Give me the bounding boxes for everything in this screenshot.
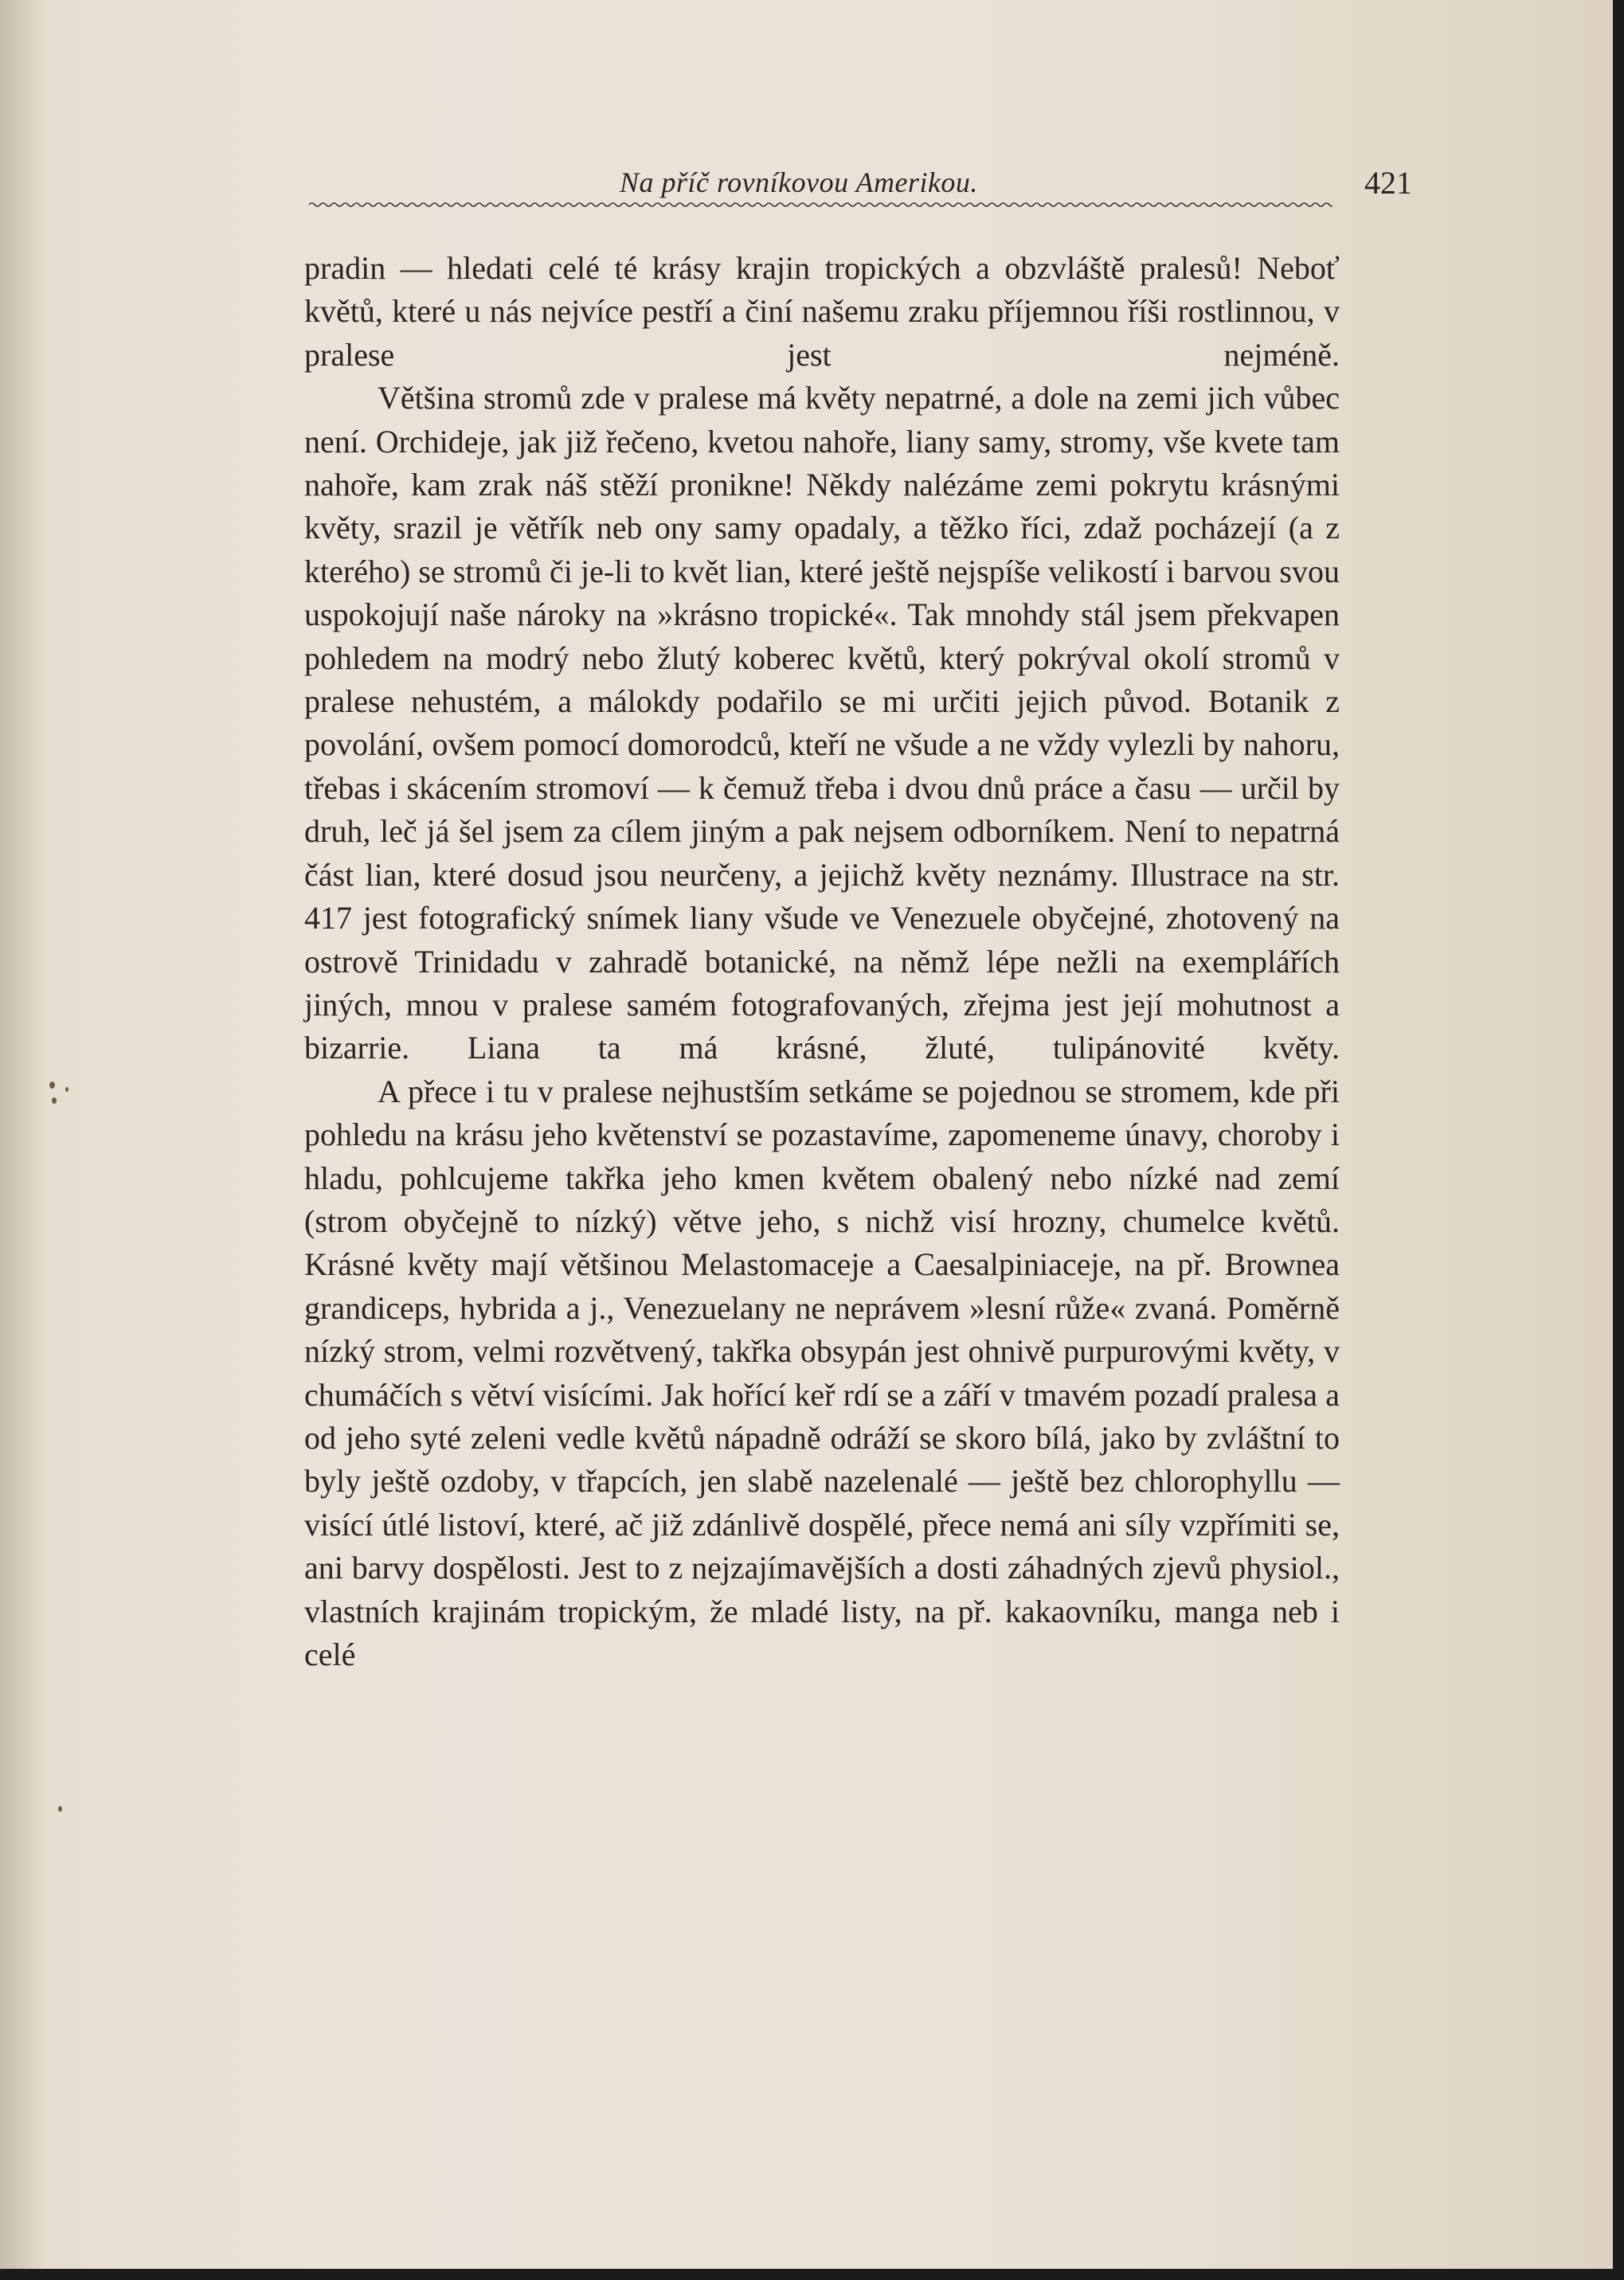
page-edge xyxy=(0,2269,1624,2280)
running-title: Na příč rovníkovou Amerikou. xyxy=(620,166,978,198)
paragraph-2: Většina stromů zde v pralese má květy nepatrné, a dole na zemi jich vůbec není. Orchideje, jak již řečeno, kvetou nahoře, liany samy, stromy, vše kvete tam nahoře, kam zrak náš stěží pronikne! Někdy nalézáme zemi pokrytu krásnými květy, srazil je větřík neb ony samy opadaly, a těžko říci, zdaž pocházejí (a z kterého) se stromů či je-li to květ lian, které ještě nejspíše velikostí i barvou svou uspokojují naše nároky na »krásno tropické«. Tak mnohdy stál jsem překvapen pohledem na modrý nebo žlutý koberec květů, který pokrýval okolí stromů v pralese nehustém, a málokdy podařilo se mi určiti jejich původ. Botanik z povolání, ovšem pomocí domorodců, kteří ne všude a ne vždy vylezli by nahoru, třebas i skácením stromoví — k čemuž třeba i dvou dnů práce a času — určil by druh, leč já šel jsem za cílem jiným a pak nejsem odborníkem. Není to nepatrná část lian, které dosud jsou neurčeny, a jejichž květy neznámy. Illustrace na str. 417 jest fotografický snímek liany všude ve Venezuele obyčejné, zhotovený na ostrově Trinidadu v zahradě botanické, na němž lépe nežli na exemplářích jiných, mnou v pralese samém fotografovaných, zřejma jest její mohutnost a bizarrie. Liana ta má krásné, žluté, tulipánovité květy. xyxy=(304,380,1340,1066)
gutter-shadow xyxy=(0,0,48,2280)
margin-speck xyxy=(65,1087,68,1092)
margin-speck xyxy=(49,1081,55,1089)
margin-speck xyxy=(52,1097,57,1104)
paragraph-1: pradin — hledati celé té krásy krajin tropických a obzvláště pralesů! Neboť květů, které u nás nejvíce pestří a činí našemu zraku příjemnou říši rostlinnou, v pralese jest nejméně. xyxy=(304,250,1340,373)
header-wavy-rule xyxy=(309,201,1332,209)
body-text xyxy=(304,247,1340,1676)
page-edge xyxy=(1613,0,1624,2280)
page-header xyxy=(309,159,1416,207)
paragraph-3: A přece i tu v pralese nejhustším setkáme se pojednou se stromem, kde při pohledu na krásu jeho květenství se pozastavíme, zapomeneme únavy, choroby i hladu, pohlcujeme takřka jeho kmen květem obalený nebo nízké nad zemí (strom obyčejně to nízký) větve jeho, s nichž visí hrozny, chumelce květů. Krásné květy mají většinou Melastomaceje a Caesalpiniaceje, na př. Brownea grandiceps, hybrida a j., Venezuelany ne neprávem »lesní růže« zvaná. Poměrně nízký strom, velmi rozvětvený, takřka obsypán jest ohnivě purpurovými květy, v chumáčích s větví visícími. Jak hořící keř rdí se a září v tmavém pozadí pralesa a od jeho syté zeleni vedle květů nápadně odráží se skoro bílá, jako by zvláštní to byly ještě ozdoby, v třapcích, jen slabě nazelenalé — ještě bez chlorophyllu — visící útlé listoví, které, ač již zdánlivě dospělé, přece nemá ani síly vzpřímiti se, ani barvy dospělosti. Jest to z nejzajímavějších a dosti záhadných zjevů physiol., vlastních krajinám tropickým, že mladé listy, na př. kakaovníku, manga neb i celé xyxy=(304,1073,1340,1672)
page-number: 421 xyxy=(1364,165,1412,201)
margin-speck xyxy=(58,1806,62,1812)
